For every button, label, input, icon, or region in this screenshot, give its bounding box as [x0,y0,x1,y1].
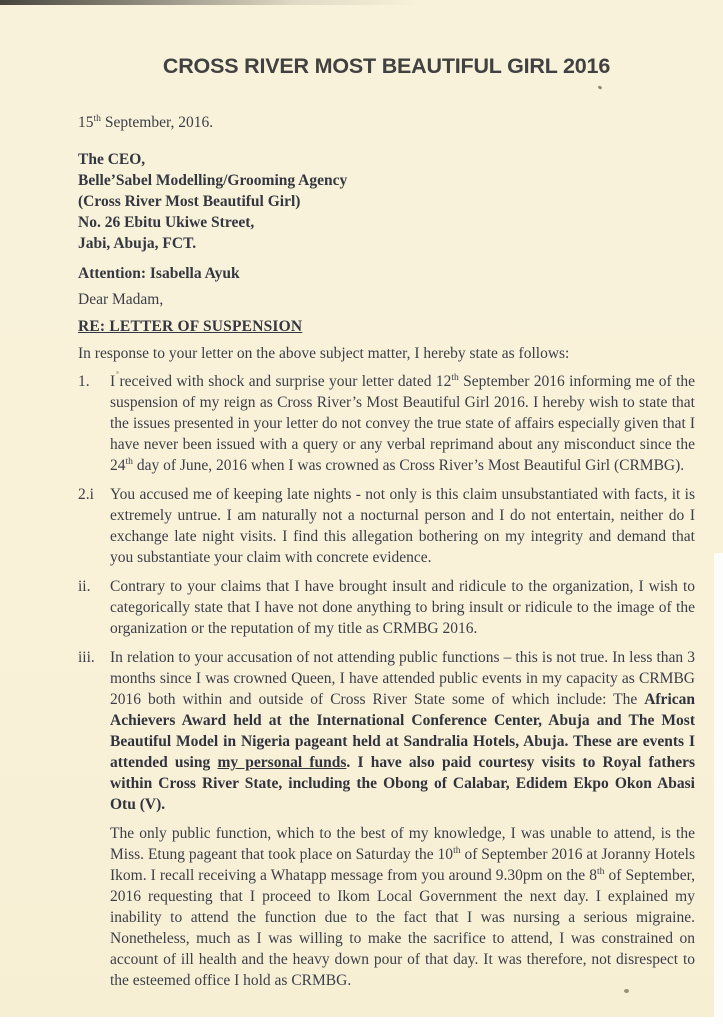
item-text: In relation to your accusation of not attending public functions – this is not true. In less than 3 months since I was crowned Queen, I have attended public events in my capacity as CRMBG 2016 both within and outside of Cross River State some of which include: The African Achievers Award held at the International Conference Center, Abuja and The Most Beautiful Model in Nigeria pageant held at Sandralia Hotels, Abuja. These are events I attended using my personal funds. I have also paid courtesy visits to Royal fathers within Cross River State, including the Obong of Calabar, Edidem Ekpo Okon Abasi Otu (V). [110,649,695,813]
intro-paragraph: In response to your letter on the above subject matter, I hereby state as follows: [78,345,570,362]
list-item-iii [78,647,695,815]
numbered-list [78,371,695,815]
item-text: You accused me of keeping late nights - not only is this claim unsubstantiated with facts, it is extremely untrue. I am naturally not a nocturnal person and I do not entertain, neither do I exchange late night visits. I find this allegation bothering on my integrity and demand that you substantiate your claim with concrete evidence. [110,486,695,566]
item-marker: 1. [78,373,90,390]
recipient-line-pageant: (Cross River Most Beautiful Girl) [78,193,301,210]
recipient-line-agency: Belle’Sabel Modelling/Grooming Agency [78,172,348,189]
item-marker: 2.i [78,486,94,503]
recipient-line-ceo: The CEO, [78,151,146,168]
list-item-ii [78,576,695,639]
letter-content [78,0,695,991]
attention-line: Attention: Isabella Ayuk [78,265,240,282]
recipient-block [78,149,695,254]
item-text: Contrary to your claims that I have brought insult and ridicule to the organization, I wish to categorically state that I have not done anything to bring insult or ridicule to the image of the organization or the reputation of my title as CRMBG 2016. [110,578,695,637]
recipient-line-city: Jabi, Abuja, FCT. [78,235,197,252]
item-text: I received with shock and surprise your letter dated 12th September 2016 informing me of the suspension of my reign as Cross River’s Most Beautiful Girl 2016. I hereby wish to state that the issues presented in your letter do not convey the true state of affairs especially given that I have never been issued with a query or any verbal reprimand about any misconduct since the 24th day of June, 2016 when I was crowned as Cross River’s Most Beautiful Girl (CRMBG). [110,371,696,474]
letter-date: 15th September, 2016. [78,112,214,131]
list-item-1 [78,371,695,476]
list-item-2i [78,484,695,568]
scan-artifact-right-edge [714,553,723,1024]
subject-line: RE: LETTER OF SUSPENSION [78,318,303,335]
item-marker: iii. [78,649,95,666]
page-title: CROSS RIVER MOST BEAUTIFUL GIRL 2016 [162,54,611,78]
salutation: Dear Madam, [78,291,164,308]
closing-paragraph: The only public function, which to the best of my knowledge, I was unable to attend, is the Miss. Etung pageant that took place on Saturday the 10th of September 2016 at Joranny Hotels Ikom. I recall receiving a Whatapp message from you around 9.30pm on the 8th of September, 2016 requesting that I proceed to Ikom Local Government the next day. I explained my inability to attend the function due to the fact that I was nursing a serious migraine. Nonetheless, much as I was willing to make the sacrifice to attend, I was constrained on account of ill health and the heavy down pour of that day. It was therefore, not disrespect to the esteemed office I hold as CRMBG. [110,825,695,989]
item-marker: ii. [78,578,91,595]
scan-artifact-bottom-edge [0,1017,723,1024]
recipient-line-street: No. 26 Ebitu Ukiwe Street, [78,214,255,231]
